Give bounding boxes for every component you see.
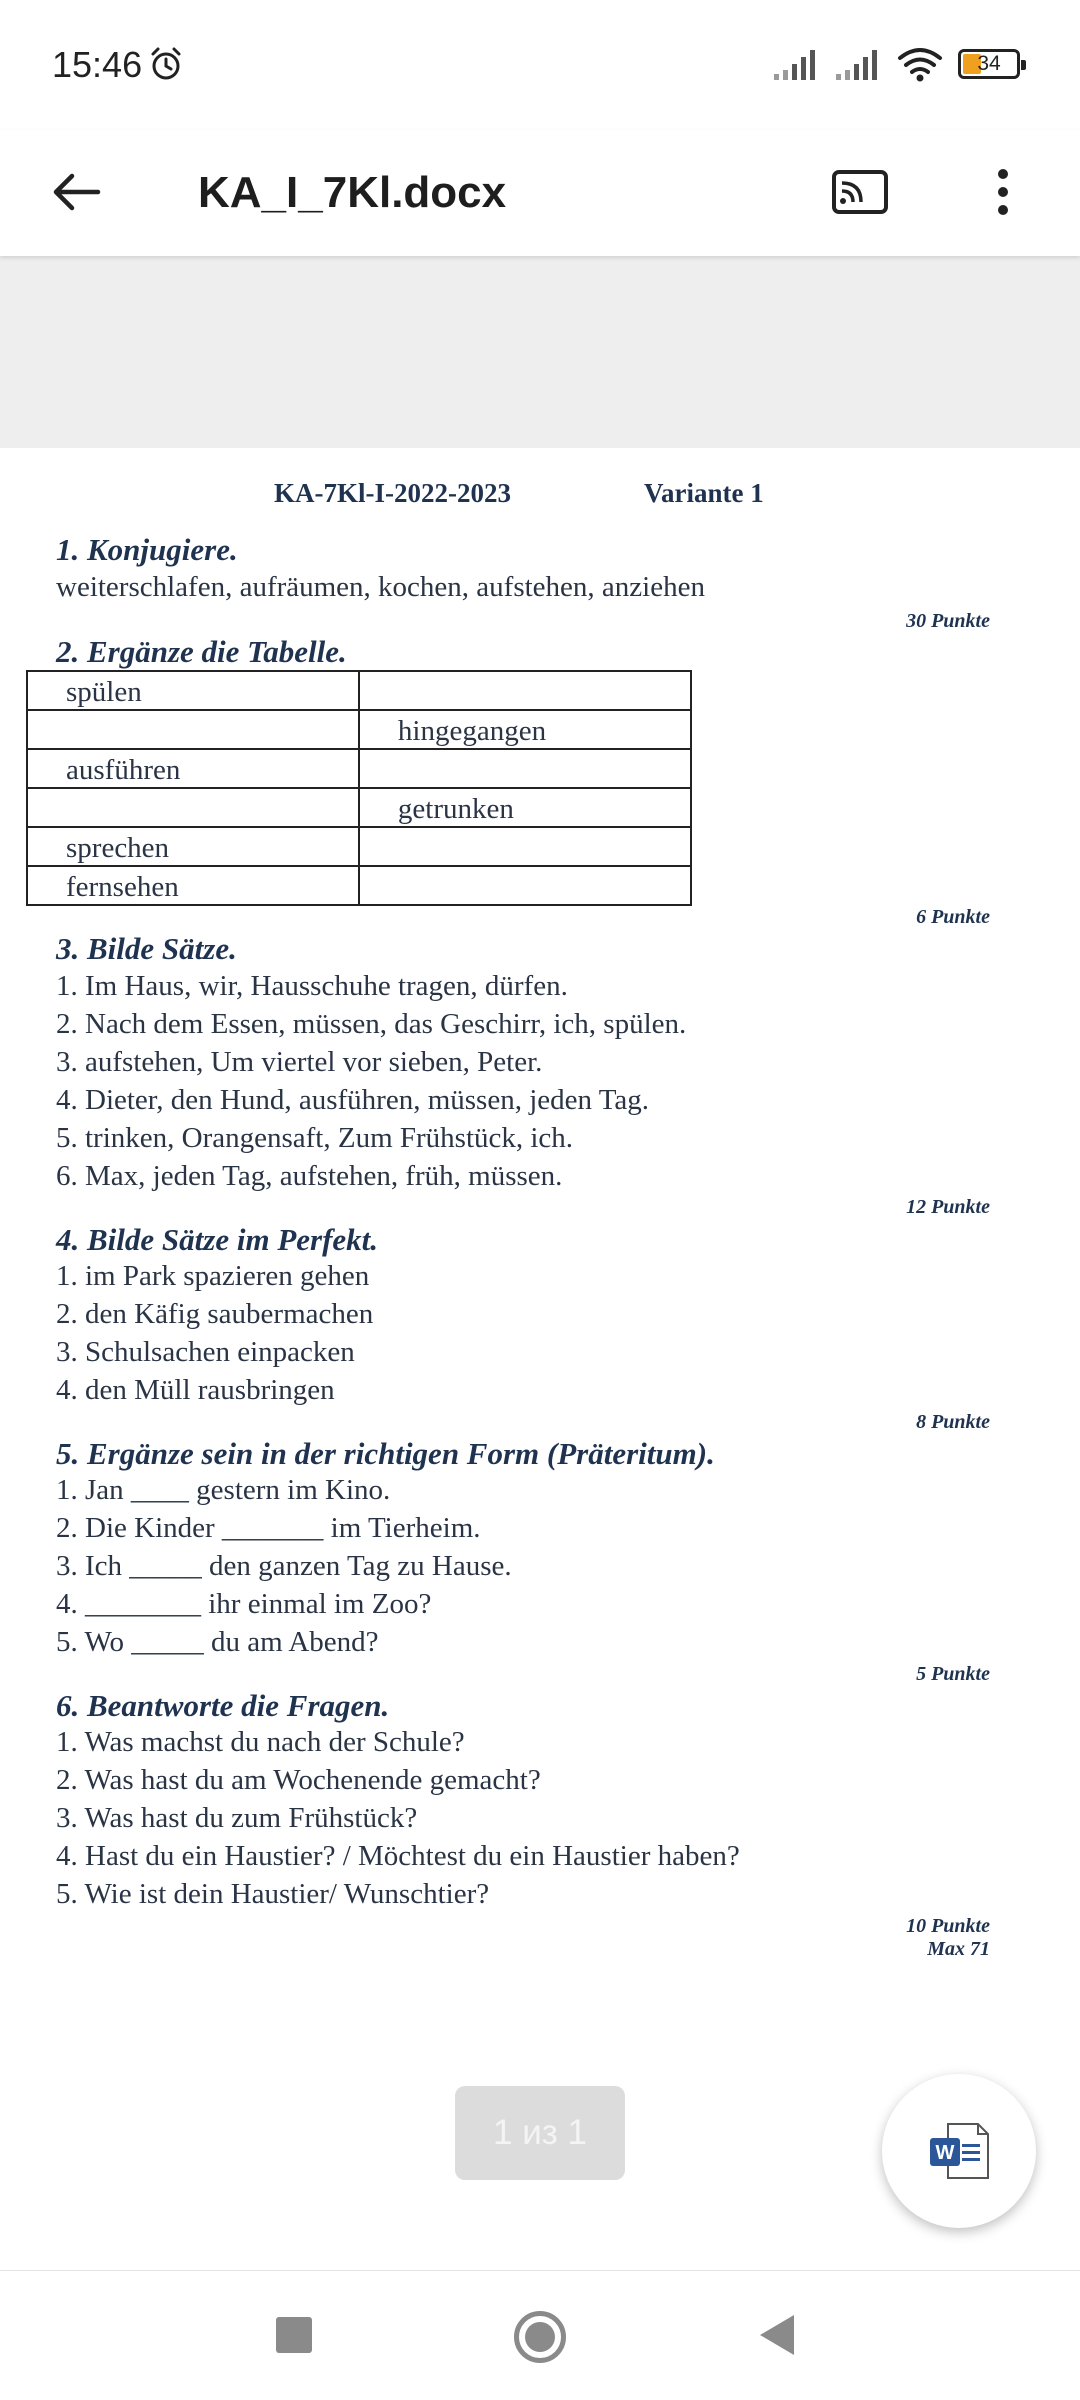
back-icon[interactable] — [760, 2315, 794, 2355]
back-arrow-icon — [48, 164, 104, 220]
section-line: 4. Hast du ein Haustier? / Möchtest du ein Haustier haben? — [56, 1840, 740, 1872]
section-points: 5 Punkte — [916, 1663, 990, 1685]
signal-icon — [772, 46, 820, 82]
table-row — [27, 710, 691, 749]
more-options-button[interactable] — [968, 156, 1038, 228]
section-title: 5. Ergänze sein in der richtigen Form (Präteritum). — [56, 1436, 715, 1471]
table-cell — [359, 827, 691, 866]
section-line: 2. Nach dem Essen, müssen, das Geschirr, ich, spülen. — [56, 1008, 687, 1040]
status-time: 15:46 — [52, 44, 143, 85]
section-title: 4. Bilde Sätze im Perfekt. — [56, 1222, 379, 1257]
section-line: 4. Dieter, den Hund, ausführen, müssen, jeden Tag. — [56, 1084, 650, 1116]
section-line: weiterschlafen, aufräumen, kochen, aufstehen, anziehen — [56, 571, 705, 603]
section-line: 3. Schulsachen einpacken — [56, 1336, 355, 1368]
section-points: 12 Punkte — [906, 1196, 990, 1218]
svg-text:W: W — [935, 2142, 955, 2164]
section-line: 4. ________ ihr einmal im Zoo? — [56, 1588, 432, 1620]
battery-level: 34 — [977, 52, 1001, 75]
table-cell: getrunken — [359, 788, 691, 827]
table-cell: sprechen — [27, 827, 359, 866]
doc-variant: Variante 1 — [644, 478, 764, 508]
section-line: 5. trinken, Orangensaft, Zum Frühstück, ich. — [56, 1122, 574, 1154]
table-row — [27, 827, 691, 866]
section-line: 3. Ich _____ den ganzen Tag zu Hause. — [56, 1550, 512, 1582]
table-cell — [359, 671, 691, 710]
signal-icon — [834, 46, 882, 82]
section-line: 1. Was machst du nach der Schule? — [56, 1726, 465, 1758]
table-cell: ausführen — [27, 749, 359, 788]
section-line: 4. den Müll rausbringen — [56, 1374, 335, 1406]
section-line: 1. Jan ____ gestern im Kino. — [56, 1474, 391, 1506]
section-points: 6 Punkte — [916, 906, 990, 928]
doc-code: KA-7Kl-I-2022-2023 — [274, 478, 511, 508]
section-line: 2. Die Kinder _______ im Tierheim. — [56, 1512, 481, 1544]
section-points: 8 Punkte — [916, 1411, 990, 1433]
max-points: Max 71 — [927, 1938, 990, 1960]
back-button[interactable] — [40, 156, 112, 228]
table-row — [27, 671, 691, 710]
alarm-icon — [148, 46, 184, 82]
open-in-word-button[interactable] — [882, 2074, 1036, 2228]
section-line: 1. Im Haus, wir, Hausschuhe tragen, dürfen. — [56, 970, 568, 1002]
wifi-icon — [896, 46, 944, 82]
recents-icon[interactable] — [276, 2317, 312, 2353]
more-vert-icon — [993, 167, 1013, 217]
table-cell: fernsehen — [27, 866, 359, 905]
section-title: 1. Konjugiere. — [56, 532, 238, 567]
page-indicator: 1 из 1 — [455, 2086, 625, 2180]
cast-button[interactable] — [820, 156, 900, 228]
section-line: 3. aufstehen, Um viertel vor sieben, Peter. — [56, 1046, 543, 1078]
table-cell — [359, 866, 691, 905]
section-line: 6. Max, jeden Tag, aufstehen, früh, müssen. — [56, 1160, 563, 1192]
home-icon-inner — [525, 2322, 555, 2352]
section-line: 2. Was hast du am Wochenende gemacht? — [56, 1764, 541, 1796]
section-title: 3. Bilde Sätze. — [56, 931, 237, 966]
section-line: 5. Wie ist dein Haustier/ Wunschtier? — [56, 1878, 490, 1910]
document-title: KA_I_7Kl.docx — [198, 168, 507, 217]
table-cell — [27, 788, 359, 827]
table-row — [27, 749, 691, 788]
table-cell: spülen — [27, 671, 359, 710]
app-bar — [0, 130, 1080, 256]
table-row — [27, 866, 691, 905]
battery-icon — [958, 49, 1020, 79]
home-icon[interactable] — [514, 2311, 566, 2363]
section-line: 2. den Käfig saubermachen — [56, 1298, 374, 1330]
section-line: 1. im Park spazieren gehen — [56, 1260, 370, 1292]
section-line: 3. Was hast du zum Frühstück? — [56, 1802, 418, 1834]
section-points: 10 Punkte — [906, 1915, 990, 1937]
status-bar — [0, 0, 1080, 130]
table-cell — [359, 749, 691, 788]
section-title: 2. Ergänze die Tabelle. — [56, 634, 347, 669]
cast-icon — [831, 169, 889, 215]
table-cell: hingegangen — [359, 710, 691, 749]
section-line: 5. Wo _____ du am Abend? — [56, 1626, 379, 1658]
navigation-bar — [0, 2270, 1080, 2400]
section-title: 6. Beantworte die Fragen. — [56, 1688, 390, 1723]
section-points: 30 Punkte — [906, 610, 990, 632]
word-icon — [926, 2120, 992, 2182]
table-row — [27, 788, 691, 827]
table-cell — [27, 710, 359, 749]
conjugation-table — [26, 670, 692, 906]
